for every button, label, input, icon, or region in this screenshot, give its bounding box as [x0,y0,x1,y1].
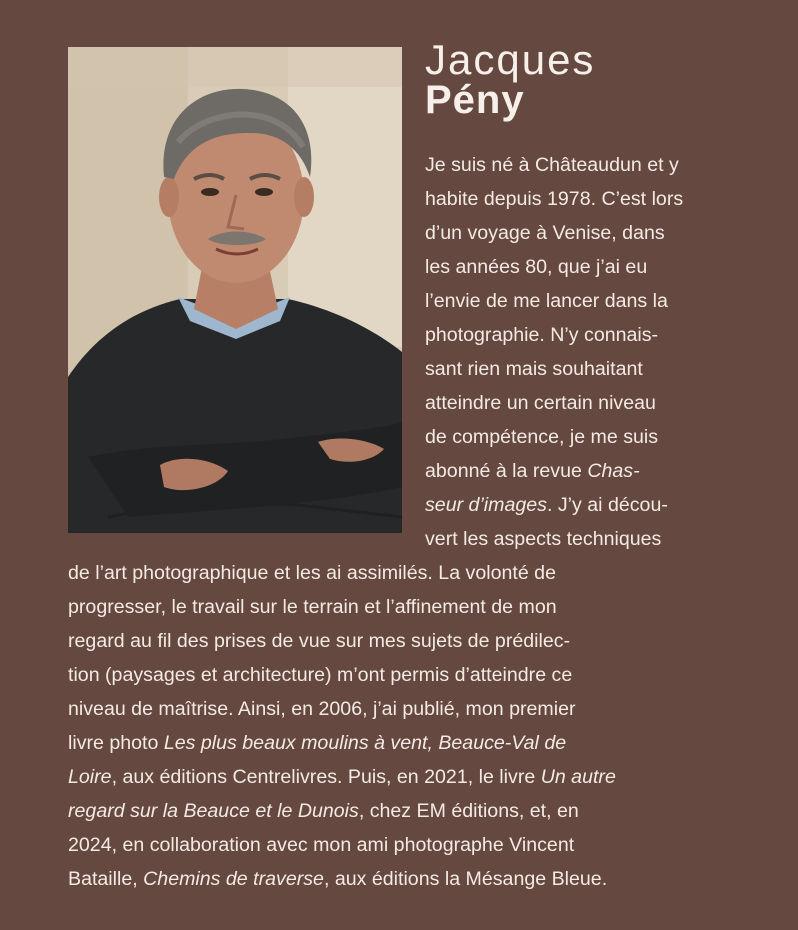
bio-line: atteindre un certain niveau [425,392,656,414]
bio-line: d’un voyage à Venise, dans [425,222,665,244]
book-title: Les plus beaux moulins à vent, Beauce-Val de [163,732,567,754]
book-title: Loire [68,766,112,788]
bio-line: Loire, aux éditions Centrelivres. Puis, en 2021, le livre Un autre [68,766,616,788]
bio-line: niveau de maîtrise. Ainsi, en 2006, j’ai publié, mon premier [68,698,576,720]
bio-line: de l’art photographique et les ai assimilés. La volonté de [68,562,556,584]
bio-line: regard au fil des prises de vue sur mes sujets de prédilec- [68,630,571,652]
book-title: Chemins de traverse [143,868,324,890]
bio-line: sant rien mais souhaitant [425,358,643,380]
bio-line: progresser, le travail sur le terrain et l’affinement de mon [68,596,557,618]
book-title: regard sur la Beauce et le Dunois [68,800,359,822]
portrait-illustration [68,47,402,533]
book-title: Un autre [540,766,616,788]
bio-line: habite depuis 1978. C’est lors [425,188,684,210]
bio-line: l’envie de me lancer dans la [425,290,668,312]
bio-line: livre photo Les plus beaux moulins à vent, Beauce-Val de [68,732,567,754]
bio-line: tion (paysages et architecture) m’ont permis d’atteindre ce [68,664,573,686]
author-portrait-photo [68,47,402,533]
bio-line: les années 80, que j’ai eu [425,256,648,278]
author-name [425,38,755,122]
bio-line: de compétence, je me suis [425,426,659,448]
bio-line: vert les aspects techniques [425,528,662,550]
bio-line: seur d’images. J’y ai décou- [425,494,668,516]
author-first-name: Jacques [425,36,596,83]
bio-line: abonné à la revue Chas- [425,460,640,482]
magazine-title: seur d’images [425,494,547,516]
bio-line: 2024, en collaboration avec mon ami photographe Vincent [68,834,575,856]
bio-line: Bataille, Chemins de traverse, aux éditions la Mésange Bleue. [68,868,608,890]
bio-line: Je suis né à Châteaudun et y [425,154,679,176]
magazine-title: Chas- [587,460,640,482]
bio-line: photographie. N’y connais- [425,324,659,346]
author-last-name: Pény [425,78,525,122]
bio-line: regard sur la Beauce et le Dunois, chez EM éditions, et, en [68,800,579,822]
